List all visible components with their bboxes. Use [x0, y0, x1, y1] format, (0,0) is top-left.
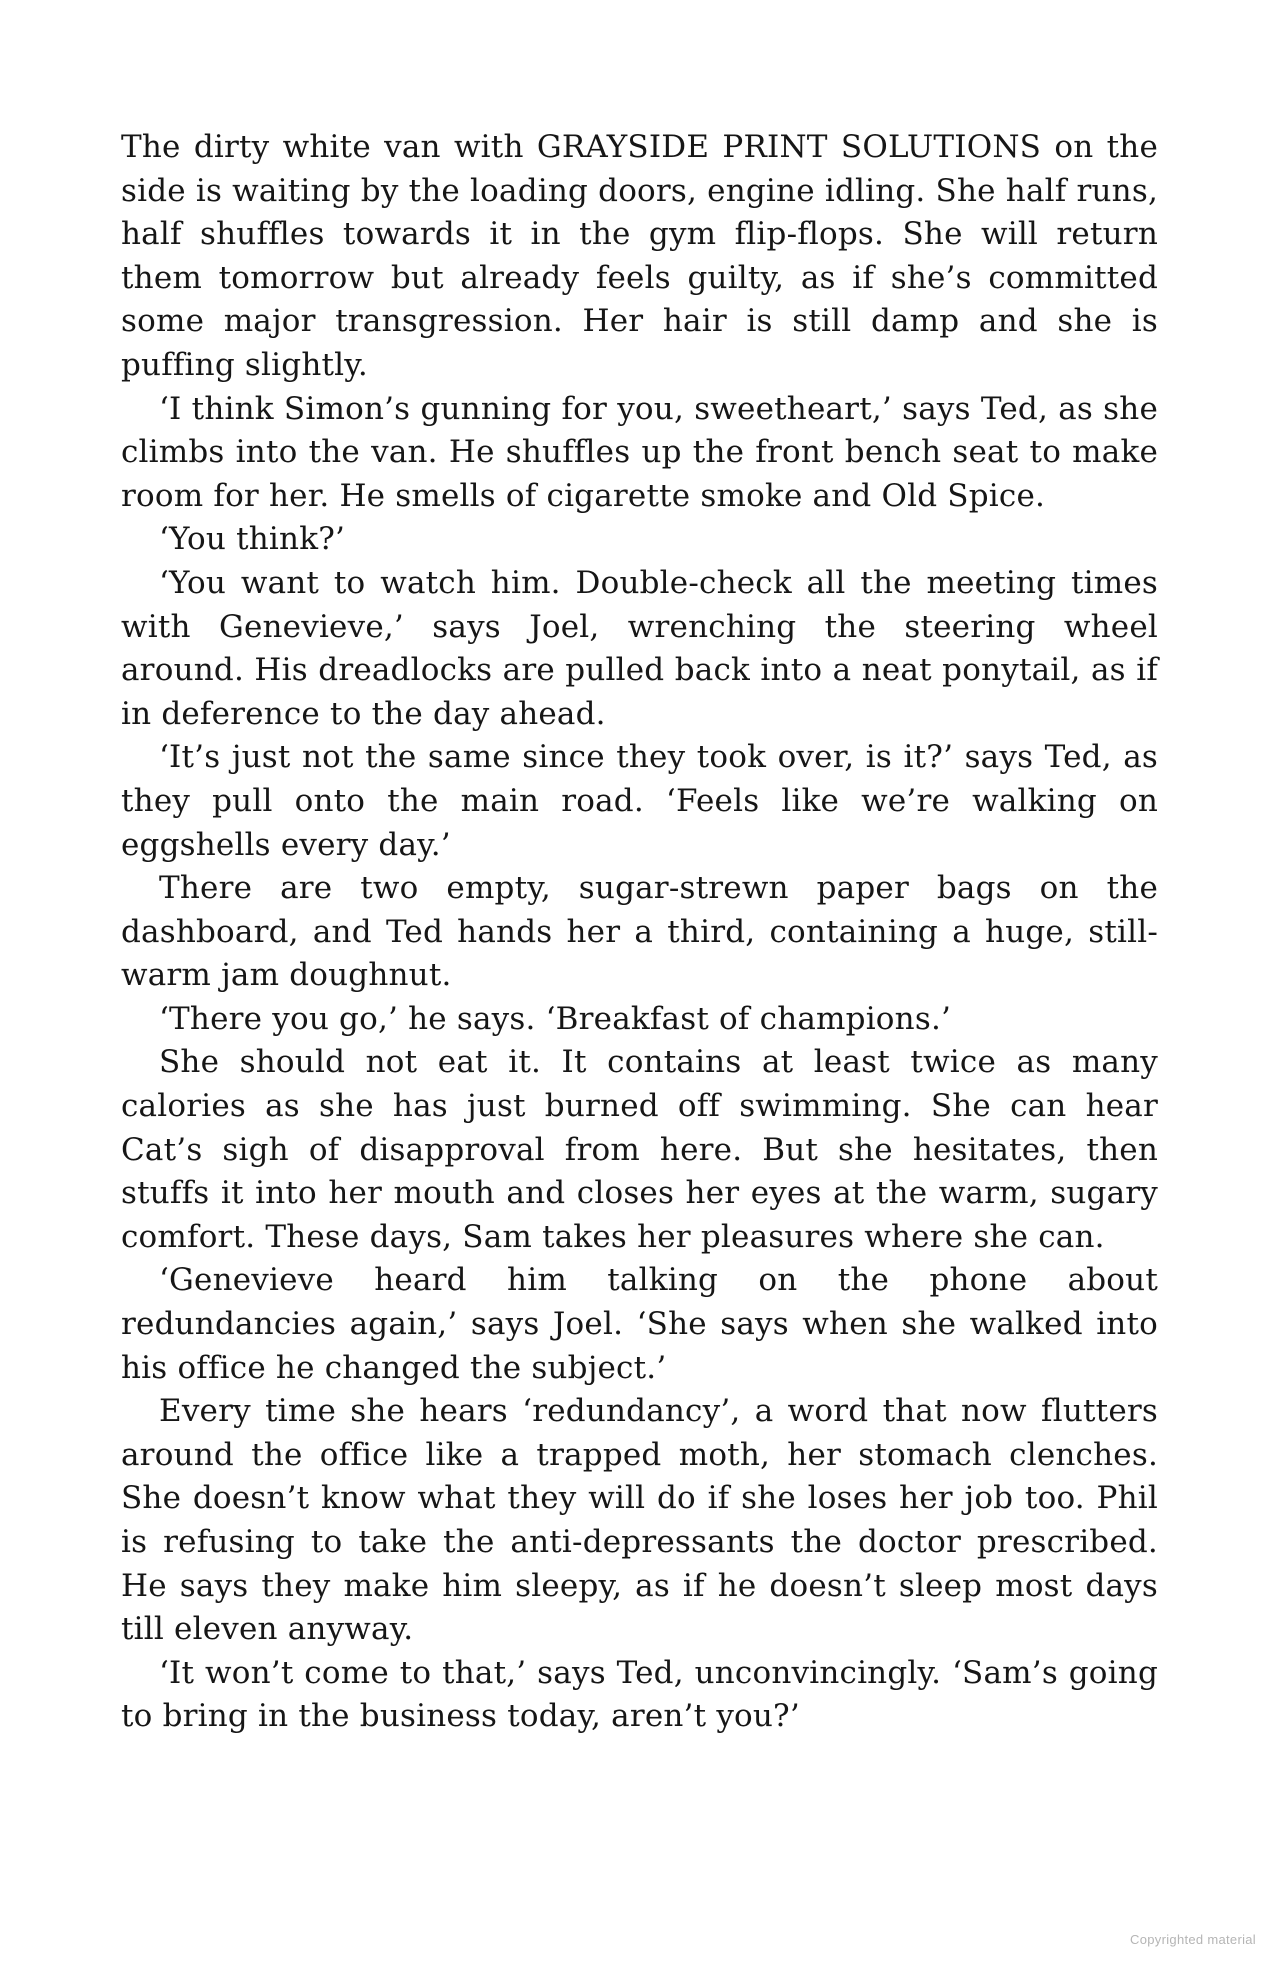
paragraph: ‘It’s just not the same since they took over, is it?’ says Ted, as they pull onto the main road. ‘Feels like we’re walking on eggshells every day.’ [121, 739, 1158, 863]
paragraph: ‘You think?’ [159, 521, 346, 558]
book-page-text [121, 126, 1158, 1739]
paragraph: ‘There you go,’ he says. ‘Breakfast of champions.’ [159, 1000, 952, 1037]
paragraph: There are two empty, sugar-strewn paper bags on the dashboard, and Ted hands her a third, containing a huge, still-warm jam doughnut. [121, 870, 1158, 994]
paragraph: ‘I think Simon’s gunning for you, sweetheart,’ says Ted, as she climbs into the van. He shuffles up the front bench seat to make room for her. He smells of cigarette smoke and Old Spice. [121, 390, 1158, 514]
copyright-watermark: Copyrighted material [1130, 1932, 1256, 1947]
paragraph: ‘It won’t come to that,’ says Ted, unconvincingly. ‘Sam’s going to bring in the business today, aren’t you?’ [121, 1654, 1158, 1735]
paragraph: She should not eat it. It contains at least twice as many calories as she has just burned off swimming. She can hear Cat’s sigh of disapproval from here. But she hesitates, then stuffs it into her mouth and closes her eyes at the warm, sugary comfort. These days, Sam takes her pleasures where she can. [121, 1044, 1158, 1255]
paragraph: ‘You want to watch him. Double-check all the meeting times with Genevieve,’ says Joel, wrenching the steering wheel around. His dreadlocks are pulled back into a neat ponytail, as if in deference to the day ahead. [121, 564, 1158, 732]
paragraph: ‘Genevieve heard him talking on the phone about redundancies again,’ says Joel. ‘She says when she walked into his office he changed the subject.’ [121, 1262, 1158, 1386]
paragraph: The dirty white van with GRAYSIDE PRINT SOLUTIONS on the side is waiting by the loading doors, engine idling. She half runs, half shuffles towards it in the gym flip-flops. She will return them tomorrow but already feels guilty, as if she’s committed some major transgression. Her hair is still damp and she is puffing slightly. [121, 129, 1158, 383]
paragraph: Every time she hears ‘redundancy’, a word that now flutters around the office like a trapped moth, her stomach clenches. She doesn’t know what they will do if she loses her job too. Phil is refusing to take the anti-depressants the doctor prescribed. He says they make him sleepy, as if he doesn’t sleep most days till eleven anyway. [121, 1393, 1158, 1648]
